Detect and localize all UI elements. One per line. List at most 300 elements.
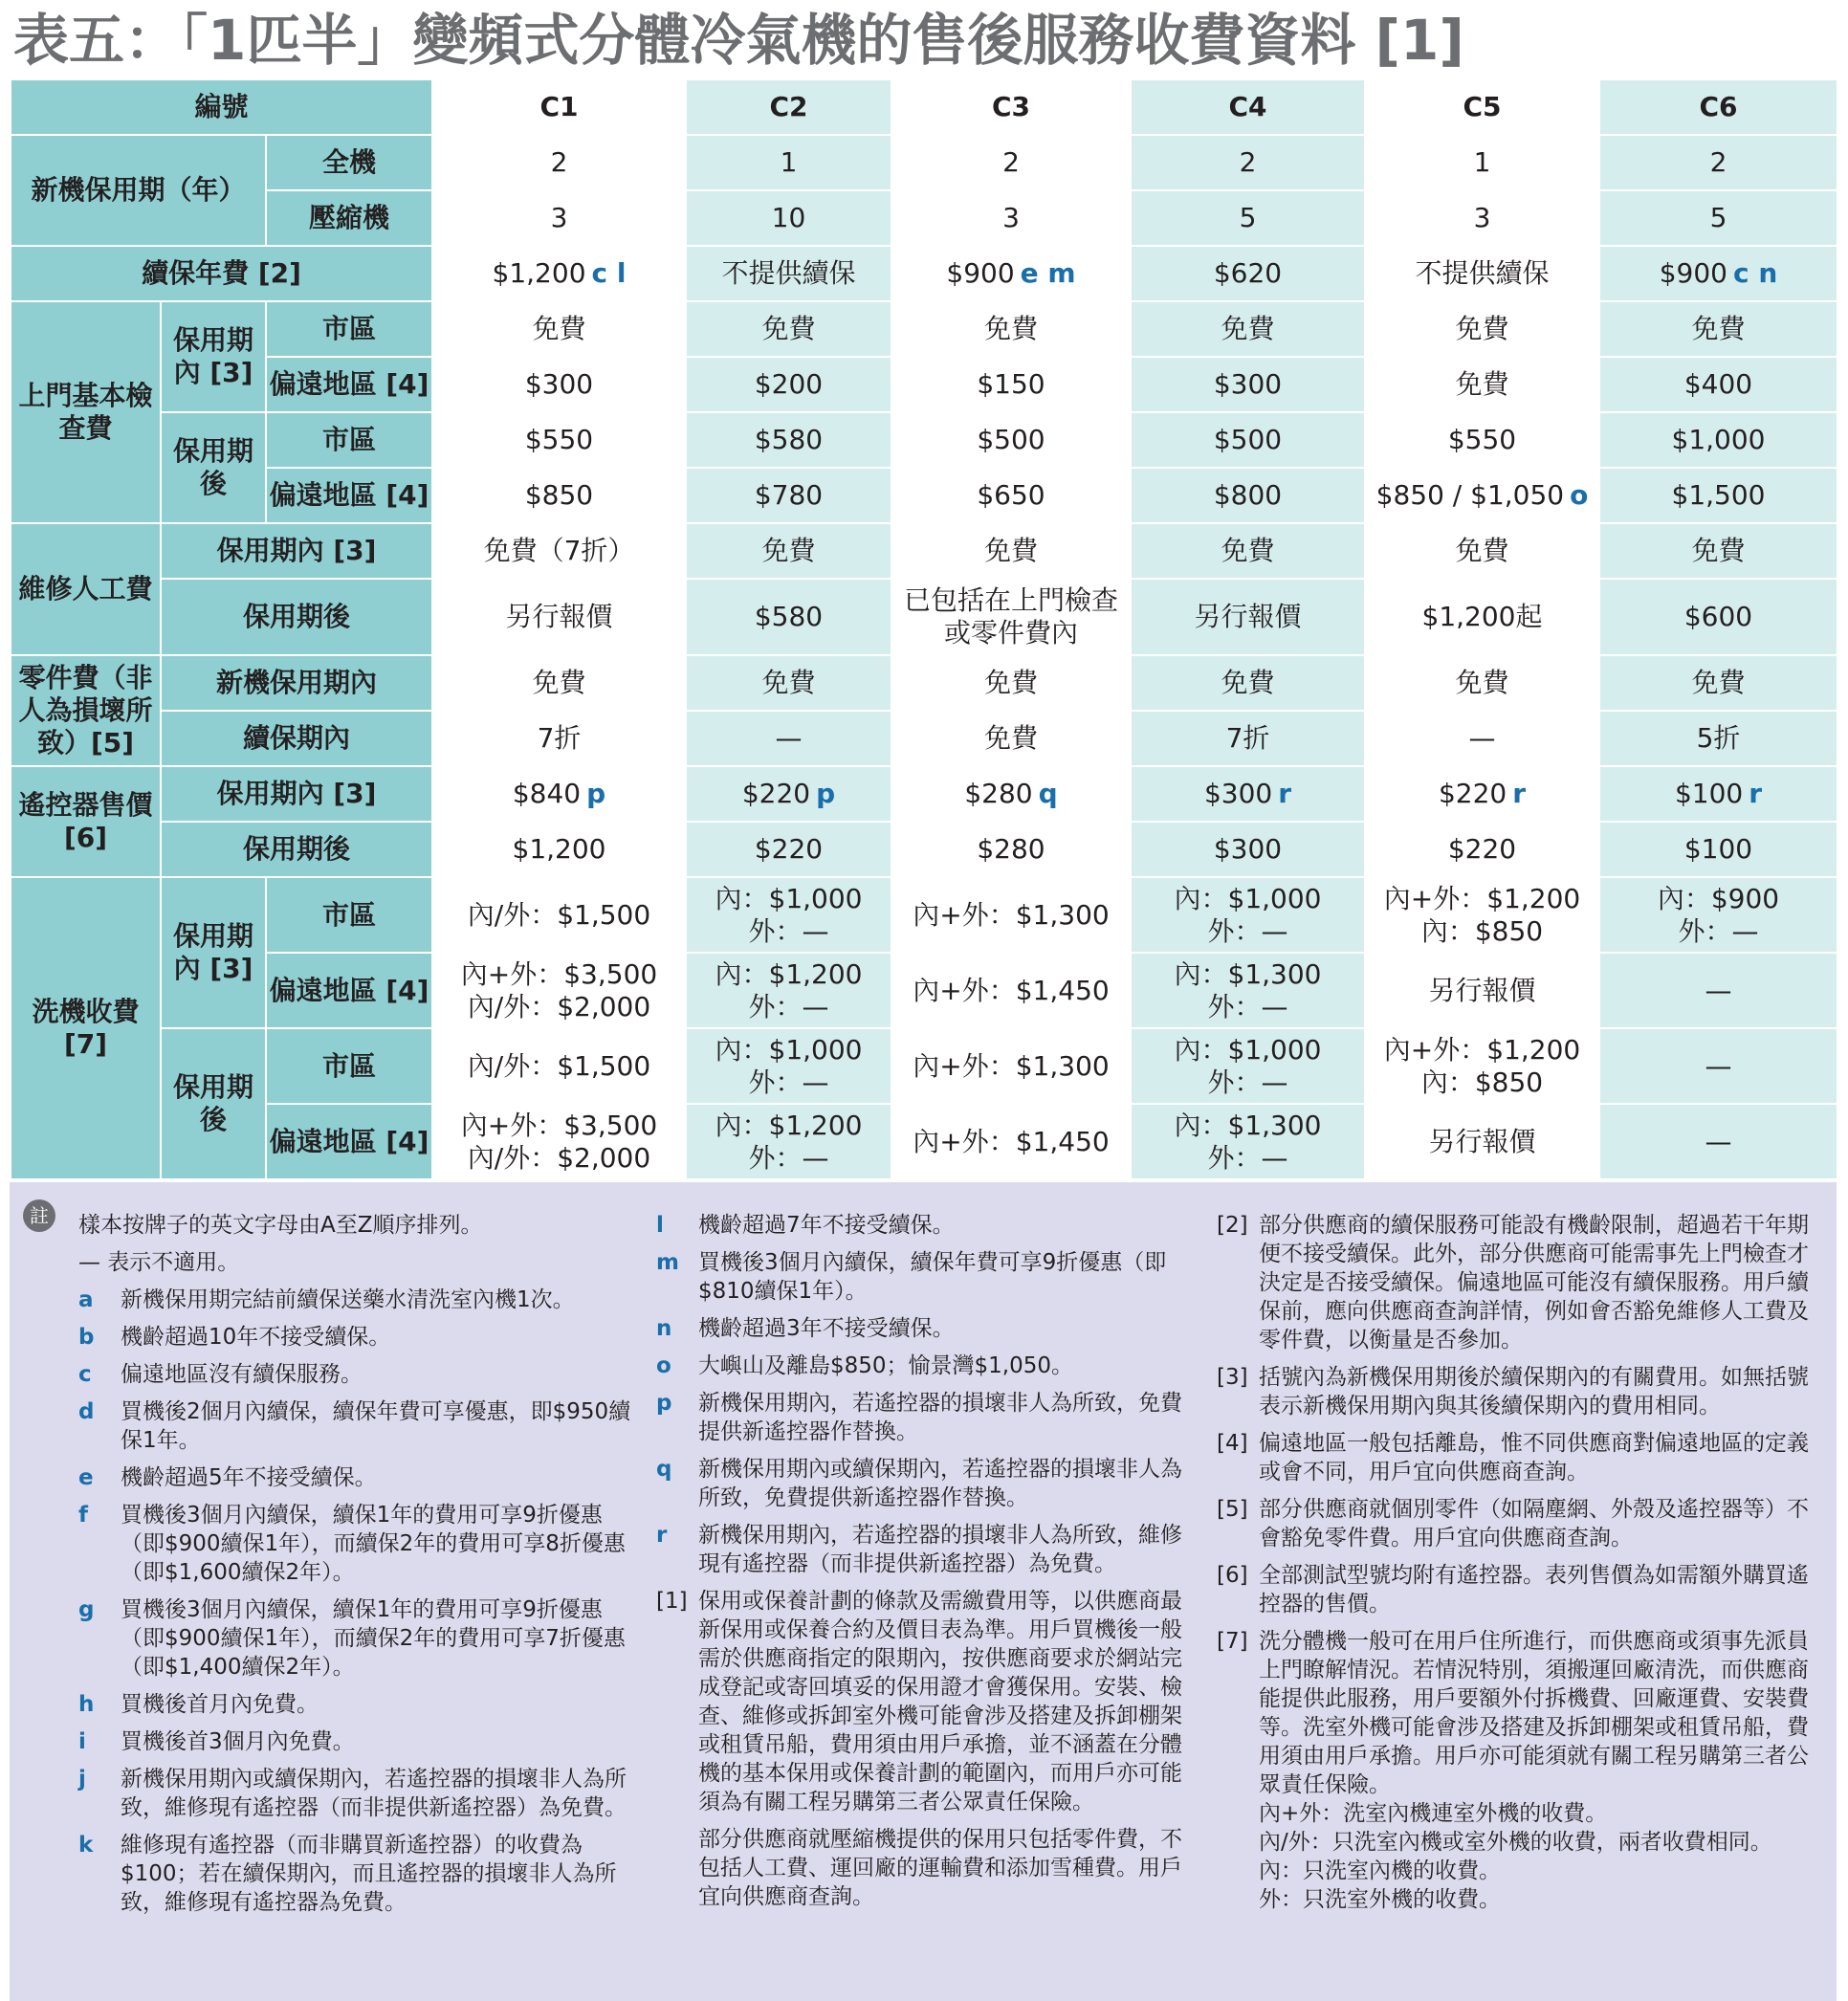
value-text: — (1468, 722, 1496, 754)
note-item (1217, 1627, 1821, 1799)
value-cell (1365, 579, 1599, 655)
value-text: 免費 (1691, 535, 1746, 566)
note-item (78, 1690, 633, 1719)
value-cell (1365, 135, 1599, 190)
row-sub-label: 市區 (266, 412, 432, 468)
note-item (656, 1825, 1192, 1911)
value-cell (686, 953, 891, 1028)
note-text: 買機後3個月內續保，續保年費可享9折優惠（即$810續保1年）。 (698, 1250, 1167, 1304)
value-text: 免費（7折） (483, 535, 635, 566)
note-key: [2] (1217, 1213, 1248, 1238)
note-key: [5] (1217, 1497, 1248, 1522)
note-item (78, 1397, 633, 1455)
value-cell (1131, 766, 1365, 822)
value-line: 內：$1,300 (1174, 957, 1322, 990)
column-header: C6 (1599, 79, 1837, 135)
footnote-ref: e m (1020, 257, 1076, 289)
value-text: 2 (1239, 146, 1257, 178)
value-cell (1365, 523, 1599, 579)
value-cell (432, 766, 686, 822)
value-cell (891, 711, 1131, 766)
value-cell (1131, 412, 1365, 468)
value-cell (1131, 135, 1365, 190)
value-text: $200 (754, 368, 824, 400)
row-sub-label: 偏遠地區 [4] (266, 468, 432, 523)
note-text: 機齡超過7年不接受續保。 (698, 1213, 955, 1238)
value-text: 免費 (1455, 368, 1509, 400)
value-text: 免費 (1221, 667, 1275, 698)
value-cell (686, 822, 891, 877)
row-group-label: 洗機收費 [7] (11, 877, 161, 1179)
note-text: 大嶼山及離島$850；愉景灣$1,050。 (698, 1353, 1074, 1378)
value-text: $400 (1683, 368, 1753, 400)
value-line: — (1705, 974, 1732, 1006)
value-cell (891, 301, 1131, 357)
value-text: 7折 (1225, 722, 1270, 754)
value-cell (891, 579, 1131, 655)
note-text: 新機保用期完結前續保送藥水清洗室內機1次。 (121, 1287, 575, 1312)
value-cell (1599, 1028, 1837, 1104)
value-text: 免費 (1691, 667, 1746, 698)
value-cell (1365, 190, 1599, 246)
value-text: 免費 (532, 667, 586, 698)
row-period-label: 保用期後 (161, 412, 266, 523)
footnote-ref: c n (1732, 257, 1778, 289)
note-item (1217, 1211, 1821, 1354)
page-title: 表五：「1匹半」變頻式分體冷氣機的售後服務收費資料 [1] (13, 8, 1464, 73)
note-key: a (78, 1287, 94, 1312)
value-text: $1,200 (512, 833, 606, 865)
value-cell (432, 246, 686, 301)
value-cell (891, 953, 1131, 1028)
row-sub-label: 全機 (266, 135, 432, 190)
value-cell (686, 1028, 891, 1104)
note-item (1217, 1495, 1821, 1552)
value-cell (1365, 1028, 1599, 1104)
value-cell (686, 135, 891, 190)
value-text: $780 (754, 479, 824, 511)
notes-column-2 (656, 1211, 1192, 1920)
column-header: C3 (891, 79, 1131, 135)
value-cell (1365, 877, 1599, 953)
value-text: $500 (1213, 424, 1283, 455)
value-text: 免費 (983, 667, 1038, 698)
value-line: 內：$1,000 (1174, 1033, 1322, 1066)
value-text: 免費 (532, 313, 586, 344)
value-text: $100 (1683, 833, 1753, 865)
value-text: $580 (754, 601, 824, 632)
notes-column-3 (1217, 1211, 1821, 1914)
footnote-ref: q (1038, 778, 1058, 809)
note-key: g (78, 1597, 95, 1622)
value-line: — (1705, 1049, 1732, 1082)
value-cell (891, 190, 1131, 246)
row-sub-label: 新機保用期內 (161, 655, 432, 711)
value-text: $300 (1203, 778, 1273, 809)
value-line: 內：$900 (1657, 882, 1780, 914)
note-item (78, 1323, 633, 1352)
note-text: 機齡超過3年不接受續保。 (698, 1316, 955, 1341)
value-text: 另行報價 (505, 601, 613, 632)
value-text: $900 (946, 257, 1015, 289)
note-key: i (78, 1729, 86, 1754)
value-cell (432, 822, 686, 877)
legend-line: 內+外：洗室內機連室外機的收費。 (1259, 1801, 1608, 1826)
value-text: $1,200 (492, 257, 586, 289)
note-item (656, 1389, 1192, 1446)
value-cell (1131, 357, 1365, 412)
note-item (78, 1765, 633, 1822)
value-text: 1 (780, 146, 798, 178)
row-sub-label: 保用期後 (161, 822, 432, 877)
value-line: 外：— (1207, 914, 1288, 947)
value-text: 免費 (1455, 535, 1509, 566)
column-header: C2 (686, 79, 891, 135)
notes-panel (10, 1182, 1837, 2001)
row-group-label: 遙控器售價 [6] (11, 766, 161, 877)
footnote-ref: o (1570, 479, 1589, 511)
value-cell (686, 579, 891, 655)
value-text: 免費 (1691, 313, 1746, 344)
value-text: 免費 (761, 313, 816, 344)
note-item (78, 1831, 633, 1917)
value-cell (1131, 1104, 1365, 1179)
value-line: 內+外：$1,300 (913, 1049, 1110, 1082)
value-line: 內：$1,000 (1174, 882, 1322, 914)
value-cell (891, 822, 1131, 877)
value-line: 內：$1,200 (715, 957, 863, 990)
value-cell (1365, 357, 1599, 412)
note-text: 部分供應商就壓縮機提供的保用只包括零件費，不包括人工費、運回廠的運輸費和添加雪種費。用戶宜向供應商查詢。 (698, 1827, 1182, 1909)
row-period-label: 保用期後 (161, 1028, 266, 1179)
value-cell (686, 877, 891, 953)
value-text: $840 (512, 778, 582, 809)
value-cell (1599, 412, 1837, 468)
value-cell (1131, 1028, 1365, 1104)
note-item (78, 1286, 633, 1314)
note-item (78, 1727, 633, 1756)
note-text: 洗分體機一般可在用戶住所進行，而供應商或須事先派員上門瞭解情況。若情況特別，須搬運回廠清洗，而供應商能提供此服務，用戶要額外付拆機費、回廠運費、安裝費等。洗室外機可能會涉及搭建及拆卸棚架或租賃吊船，費用須由用戶承擔。用戶亦可能須就有關工程另購第三者公眾責任保險。 (1259, 1629, 1809, 1797)
note-key: [3] (1217, 1365, 1248, 1390)
value-cell (432, 579, 686, 655)
value-cell (686, 523, 891, 579)
notes-column-1 (78, 1211, 633, 1925)
value-cell (432, 135, 686, 190)
note-text: 買機後3個月內續保，續保1年的費用可享9折優惠（即$900續保1年），而續保2年的費用可享8折優惠（即$1,600續保2年）。 (121, 1503, 626, 1585)
value-line: 外：— (748, 1141, 829, 1174)
row-sub-label: 市區 (266, 877, 432, 953)
row-sub-label: 偏遠地區 [4] (266, 357, 432, 412)
value-cell (1131, 301, 1365, 357)
value-line: — (1705, 1125, 1732, 1157)
value-cell (1131, 579, 1365, 655)
value-text: $620 (1213, 257, 1283, 289)
value-text: 免費 (983, 535, 1038, 566)
value-cell (891, 655, 1131, 711)
value-text: $280 (964, 778, 1033, 809)
value-text: $1,500 (1671, 479, 1766, 511)
note-key: f (78, 1503, 89, 1528)
value-cell (1599, 822, 1837, 877)
note-key: h (78, 1692, 95, 1717)
value-cell (1599, 135, 1837, 190)
note-text: 買機後首3個月內免費。 (121, 1729, 355, 1754)
note-text: 括號內為新機保用期後於續保期內的有關費用。如無括號表示新機保用期內與其後續保期內的費用相同。 (1259, 1365, 1809, 1418)
value-cell (1365, 711, 1599, 766)
value-line: 內/外：$2,000 (467, 1141, 651, 1174)
value-cell (686, 655, 891, 711)
value-text: 7折 (537, 722, 582, 754)
value-text: $900 (1659, 257, 1727, 289)
footnote-ref: r (1512, 778, 1527, 809)
value-cell (1599, 655, 1837, 711)
footnote-ref: p (816, 778, 836, 809)
value-line: 內+外：$1,200 (1383, 882, 1581, 914)
value-line: 內+外：$3,500 (460, 957, 658, 990)
value-cell (432, 468, 686, 523)
value-text: 3 (1002, 202, 1020, 233)
value-text: 免費 (983, 313, 1038, 344)
value-cell (1599, 190, 1837, 246)
note-item (656, 1211, 1192, 1240)
value-text: $220 (1447, 833, 1517, 865)
note-text: 全部測試型號均附有遙控器。表列售價為如需額外購買遙控器的售價。 (1259, 1563, 1809, 1616)
value-line: 內：$1,000 (715, 882, 863, 914)
note-text: 新機保用期內，若遙控器的損壞非人為所致，免費提供新遙控器作替換。 (698, 1391, 1182, 1444)
value-text: $220 (1438, 778, 1507, 809)
note-key: e (78, 1465, 94, 1490)
value-cell (1599, 301, 1837, 357)
value-text: 2 (1002, 146, 1020, 178)
value-cell (686, 190, 891, 246)
value-cell (686, 357, 891, 412)
value-cell (686, 468, 891, 523)
value-cell (1365, 412, 1599, 468)
note-item (656, 1352, 1192, 1380)
note-text: 新機保用期內，若遙控器的損壞非人為所致，維修現有遙控器（而非提供新遙控器）為免費。 (698, 1523, 1182, 1576)
value-text: $850 (524, 479, 594, 511)
value-text: 免費 (1221, 535, 1275, 566)
value-cell (1599, 711, 1837, 766)
value-line: 內/外：$2,000 (467, 990, 651, 1022)
value-cell (1131, 822, 1365, 877)
note-text: 買機後3個月內續保，續保1年的費用可享9折優惠（即$900續保1年），而續保2年的費用可享7折優惠（即$1,400續保2年）。 (121, 1597, 626, 1680)
value-text: 2 (550, 146, 568, 178)
value-line: 外：— (1207, 1066, 1288, 1098)
note-text: 新機保用期內或續保期內，若遙控器的損壞非人為所致，維修現有遙控器（而非提供新遙控器）為免費。 (121, 1767, 627, 1820)
value-text: 不提供續保 (721, 257, 856, 289)
value-text: $150 (977, 368, 1045, 400)
value-cell (891, 246, 1131, 301)
value-line: 內：$1,200 (715, 1109, 863, 1141)
service-fee-table (10, 78, 1838, 1180)
value-text: 免費 (1455, 313, 1509, 344)
value-text: $220 (741, 778, 811, 809)
value-cell (1599, 953, 1837, 1028)
value-text: 10 (771, 202, 806, 233)
value-cell (1131, 523, 1365, 579)
note-item (78, 1463, 633, 1492)
note-key: o (656, 1353, 671, 1378)
note-dash: — 表示不適用。 (78, 1250, 240, 1275)
note-text: 新機保用期內或續保期內，若遙控器的損壞非人為所致，免費提供新遙控器作替換。 (698, 1457, 1182, 1510)
value-cell (686, 711, 891, 766)
value-line: 外：— (1678, 914, 1759, 947)
row-sub-label: 偏遠地區 [4] (266, 953, 432, 1028)
value-text: 免費 (983, 722, 1038, 754)
value-text: 免費 (761, 535, 816, 566)
value-text: 免費 (1455, 667, 1509, 698)
note-text: 保用或保養計劃的條款及需繳費用等，以供應商最新保用或保養合約及價目表為準。用戶買機後一般需於供應商指定的限期內，按供應商要求於網站完成登記或寄回填妥的保用證才會獲保用。安裝、檢查、維修或拆卸室外機可能會涉及搭建及拆卸棚架或租賃吊船，費用須由用戶承擔，並不涵蓋在分體機的基本保用或保養計劃的範圍內，而用戶亦可能須為有關工程另購第三者公眾責任保險。 (698, 1589, 1182, 1814)
value-cell (432, 1104, 686, 1179)
note-key: q (656, 1457, 672, 1482)
value-line: 外：— (1207, 990, 1288, 1022)
value-cell (686, 766, 891, 822)
note-key: c (78, 1362, 92, 1387)
value-text: 3 (550, 202, 568, 233)
value-cell (1365, 246, 1599, 301)
value-text: 5折 (1696, 722, 1741, 754)
note-item (656, 1455, 1192, 1512)
value-line: 內：$1,000 (715, 1033, 863, 1066)
value-cell (432, 711, 686, 766)
cleaning-legend (1217, 1799, 1821, 1914)
value-line: 內+外：$3,500 (460, 1109, 658, 1141)
row-sub-label: 市區 (266, 301, 432, 357)
value-line: 外：— (748, 990, 829, 1022)
value-line: 內：$1,300 (1174, 1109, 1322, 1141)
value-cell (432, 412, 686, 468)
note-key: k (78, 1833, 94, 1858)
row-sub-label: 市區 (266, 1028, 432, 1104)
legend-line: 內/外：只洗室內機或室外機的收費，兩者收費相同。 (1259, 1830, 1772, 1855)
value-line: 內/外：$1,500 (467, 898, 651, 931)
value-cell (891, 412, 1131, 468)
row-sub-label: 保用期後 (161, 579, 432, 655)
note-key: [7] (1217, 1629, 1248, 1654)
value-cell (1599, 766, 1837, 822)
value-line: 外：— (748, 1066, 829, 1098)
row-group-label: 上門基本檢查費 (11, 301, 161, 523)
value-line: 外：— (1207, 1141, 1288, 1174)
value-cell (1131, 190, 1365, 246)
note-key: [4] (1217, 1431, 1248, 1456)
note-key: j (78, 1767, 86, 1792)
value-line: 內：$850 (1420, 1066, 1544, 1098)
value-line: 內：$850 (1420, 914, 1544, 947)
value-text: 已包括在上門檢查或零件費內 (903, 584, 1118, 649)
value-cell (891, 1104, 1131, 1179)
value-text: $1,200起 (1421, 601, 1543, 632)
note-text: 機齡超過10年不接受續保。 (121, 1325, 391, 1350)
note-key: [1] (656, 1589, 688, 1614)
note-key: n (656, 1316, 672, 1341)
note-item (656, 1248, 1192, 1306)
note-badge-icon: 註 (23, 1199, 55, 1232)
footnote-ref: c l (591, 257, 627, 289)
value-cell (432, 301, 686, 357)
value-text: $850 / $1,050 (1375, 479, 1565, 511)
note-key: r (656, 1523, 668, 1548)
value-cell (1365, 655, 1599, 711)
value-cell (1131, 468, 1365, 523)
note-text: 部分供應商就個別零件（如隔塵網、外殼及遙控器等）不會豁免零件費。用戶宜向供應商查詢。 (1259, 1497, 1809, 1550)
row-sub-label: 保用期內 [3] (161, 523, 432, 579)
value-text: $580 (754, 424, 824, 455)
value-cell (1599, 357, 1837, 412)
value-cell (432, 357, 686, 412)
value-cell (1599, 579, 1837, 655)
note-item (656, 1314, 1192, 1343)
value-line: 內+外：$1,450 (913, 974, 1110, 1006)
note-item (78, 1360, 633, 1389)
value-cell (1131, 246, 1365, 301)
note-key: b (78, 1325, 95, 1350)
value-text: $300 (524, 368, 594, 400)
legend-line: 外：只洗室外機的收費。 (1259, 1887, 1501, 1912)
row-group-label: 維修人工費 (11, 523, 161, 655)
note-text: 偏遠地區沒有續保服務。 (121, 1362, 363, 1387)
value-cell (1599, 877, 1837, 953)
value-cell (1131, 953, 1365, 1028)
value-text: 不提供續保 (1415, 257, 1550, 289)
value-cell (432, 655, 686, 711)
column-header: C1 (432, 79, 686, 135)
row-group-label: 新機保用期（年） (11, 135, 266, 246)
value-cell (432, 877, 686, 953)
row-sub-label: 續保期內 (161, 711, 432, 766)
value-cell (891, 766, 1131, 822)
note-text: 機齡超過5年不接受續保。 (121, 1465, 377, 1490)
value-text: $100 (1674, 778, 1744, 809)
value-cell (891, 1028, 1131, 1104)
value-cell (432, 523, 686, 579)
note-item (78, 1501, 633, 1587)
value-line: 內+外：$1,450 (913, 1125, 1110, 1157)
value-cell (1599, 246, 1837, 301)
note-intro: 樣本按牌子的英文字母由A至Z順序排列。 (78, 1213, 483, 1238)
value-text: 另行報價 (1194, 601, 1302, 632)
note-item (656, 1521, 1192, 1578)
value-text: 5 (1709, 202, 1727, 233)
value-cell (891, 877, 1131, 953)
value-text: $300 (1213, 833, 1283, 865)
row-group-label: 零件費（非人為損壞所致）[5] (11, 655, 161, 766)
row-period-label: 保用期內 [3] (161, 301, 266, 412)
note-item (1217, 1429, 1821, 1486)
value-cell (1365, 953, 1599, 1028)
value-text: $300 (1213, 368, 1283, 400)
value-cell (432, 953, 686, 1028)
row-period-label: 保用期內 [3] (161, 877, 266, 1028)
note-text: 維修現有遙控器（而非購買新遙控器）的收費為$100；若在續保期內，而且遙控器的損壞非人為所致，維修現有遙控器為免費。 (121, 1833, 617, 1915)
note-key: d (78, 1399, 95, 1424)
note-key: [6] (1217, 1563, 1248, 1588)
row-sub-label: 壓縮機 (266, 190, 432, 246)
value-text: $220 (754, 833, 824, 865)
value-line: 另行報價 (1428, 974, 1536, 1006)
note-text: 買機後首月內免費。 (121, 1692, 319, 1717)
value-text: $1,000 (1671, 424, 1766, 455)
value-cell (1131, 655, 1365, 711)
value-line: 另行報價 (1428, 1125, 1536, 1157)
value-text: $550 (524, 424, 594, 455)
value-cell (891, 357, 1131, 412)
value-cell (432, 190, 686, 246)
value-text: $550 (1447, 424, 1517, 455)
value-cell (1599, 468, 1837, 523)
value-cell (686, 412, 891, 468)
